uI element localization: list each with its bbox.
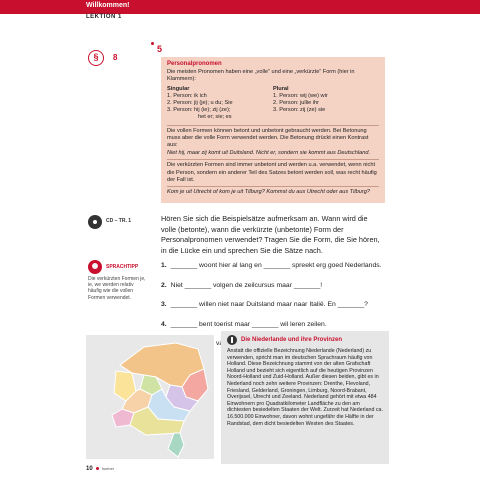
- page-header: [0, 0, 480, 20]
- info-box: [221, 331, 389, 464]
- pronoun-table: [167, 86, 379, 122]
- sentence-item: [161, 281, 391, 301]
- header-title: Willkommen!: [86, 2, 130, 9]
- singular-column: [167, 86, 273, 122]
- sprachtipp-label: SPRACHTIPP: [106, 264, 139, 270]
- sentence-number: 4.: [161, 320, 167, 328]
- paragraph-icon: §: [88, 50, 104, 66]
- plural-row: 2. Person: jullie ihr: [273, 100, 320, 107]
- task-instructions: Hören Sie sich die Beispielsätze aufmerksam an. Wann wird die volle (betonte), wann die verkürzte (unbetonte) Form der Personalpronomen verwendet? Tragen Sie die Form, die Sie hören, in die Lücke ein und sprechen Sie die Sätze nach.: [161, 214, 380, 255]
- sentence-item: [161, 300, 391, 320]
- singular-row: 1. Person: ik ich: [167, 92, 207, 99]
- grammar-example: Kom je uit Utrecht of kom je uit Tilburg? Kommst du aus Utrecht oder aus Tilburg?: [167, 189, 370, 196]
- cd-icon: [88, 215, 102, 229]
- lightbulb-icon: [88, 260, 102, 274]
- plural-row: 1. Person: wij (we) wir: [273, 92, 328, 99]
- grammar-paragraph: Die vollen Formen können betont und unbetont gebraucht werden. Bei Betonung muss aber die volle Form verwendet werden. Die Betonung drückt einen Kontrast aus:: [167, 127, 369, 149]
- divider: [167, 125, 379, 126]
- info-box-title: Die Niederlande und ihre Provinzen: [241, 336, 343, 343]
- province-shape: [168, 433, 184, 457]
- divider: [167, 186, 379, 187]
- sentence-number: 1.: [161, 262, 167, 269]
- singular-heading: Singular: [167, 85, 190, 92]
- grammar-box: [161, 57, 385, 203]
- info-box-text: Anstatt die offizielle Bezeichnung Niederlande (Nederland) zu verwenden, spricht man im deutschen Sprachraum häufig von Holland. Diese Bezeichnung stammt von der alten Grafschaft Holland und bezieht sich eigentlich auf die heutigen Provinzen Noord-Holland und Zuid-Holland. Außer diesen beiden, gibt es in Nederland noch zehn weitere Provinzen: Drenthe, Flevoland, Friesland, Gelderland, Groningen, Limburg, Noord-Brabant, Overijssel, Utrecht und Zeeland. Nederland gehört mit etwa 484 Einwohnern pro Quadratkilometer Landfläche zu den am dichtesten besiedelten Staaten der Welt. Zurzeit hat Nederland ca. 16.500.000 Einwohner, davon wohnt ungefähr die Hälfte in der Randstad, dem dicht besiedelten Westen des Staates.: [227, 348, 383, 427]
- footer-dot-icon: [96, 467, 99, 470]
- exercise-dot-icon: [151, 42, 154, 45]
- plural-row: 3. Person: zij (ze) sie: [273, 107, 326, 114]
- exercise-number: 5: [157, 44, 163, 54]
- divider: [167, 159, 379, 160]
- info-icon: [227, 335, 237, 345]
- grammar-box-title: Personalpronomen: [167, 61, 222, 67]
- singular-row: 2. Person: jij (je); u du; Sie: [167, 100, 233, 107]
- netherlands-map: [86, 335, 214, 459]
- info-box-header: [227, 335, 383, 345]
- grammar-intro: Die meisten Pronomen haben eine „volle“ und eine „verkürzte“ Form (hier in Klammern):: [167, 69, 355, 83]
- singular-row: het er; sie; es: [198, 114, 232, 121]
- sentence-text: Niet _______ volgen de zeilcursus maar _______!: [170, 281, 323, 289]
- page-number: 10: [86, 466, 93, 472]
- sentence-text: _______ bent toerist maar _______ wil leren zeilen.: [170, 320, 327, 328]
- sentence-number: 2.: [161, 281, 167, 289]
- sentence-item: [161, 261, 391, 281]
- header-bar: [0, 0, 480, 14]
- grammar-paragraph: Die verkürzten Formen sind immer unbetont und werden u.a. verwendet, wenn nicht die Person, sondern ein anderer Teil des Satzes betont werden soll, was recht häufig der Fall ist.: [167, 162, 377, 183]
- page-footer: [86, 466, 114, 472]
- cd-track-label: CD – TR. 1: [106, 218, 132, 224]
- publisher-name: hueber: [101, 466, 115, 471]
- singular-row: 3. Person: hij (ie); zij (ze);: [167, 107, 231, 114]
- plural-column: [273, 86, 379, 122]
- sentence-text: _______ willen niet naar Duitsland maar naar Italië. En _______?: [170, 301, 368, 308]
- map-graphic: [86, 335, 214, 459]
- grammar-ref-number: 8: [113, 53, 118, 62]
- sprachtipp-text: Die verkürzten Formen je, ie, we werden relativ häufig wie die vollen Formen verwendet.: [88, 276, 146, 301]
- grammar-example: Niet hij, maar zij komt uit Duitsland. Nicht er, sondern sie kommt aus Deutschland.: [167, 150, 371, 157]
- plural-heading: Plural: [273, 85, 289, 92]
- sentence-number: 3.: [161, 301, 167, 308]
- sentence-text: _______ woont hier al lang en _______ spreekt erg goed Nederlands.: [170, 262, 382, 269]
- lektion-label: LEKTION 1: [86, 14, 122, 20]
